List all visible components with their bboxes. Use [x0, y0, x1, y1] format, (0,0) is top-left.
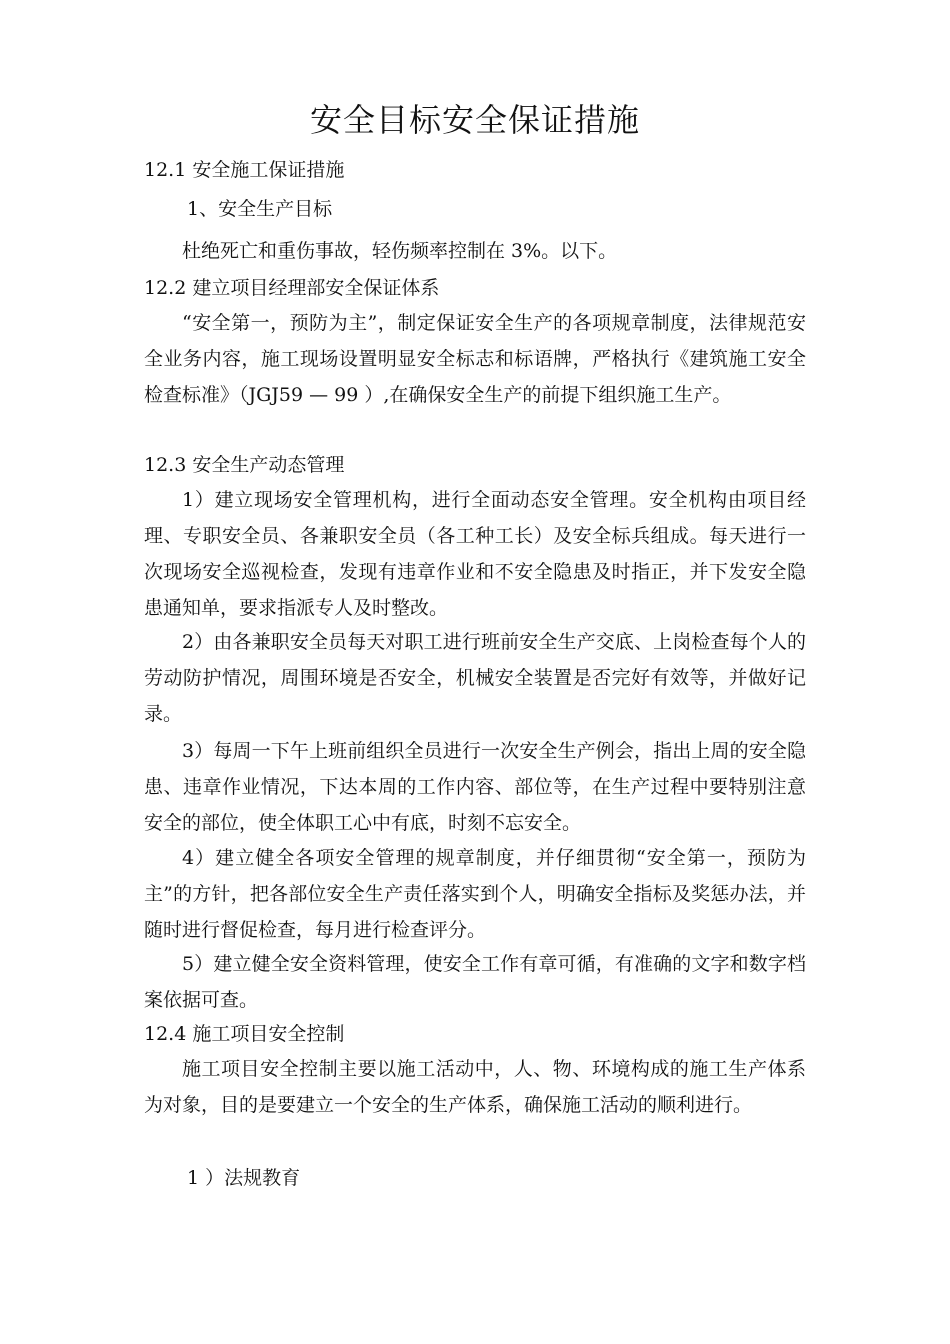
- section-heading-12-1: 12.1 安全施工保证措施: [144, 159, 345, 181]
- section-heading-12-2: 12.2 建立项目经理部安全保证体系: [144, 277, 440, 299]
- section-heading-12-3: 12.3 安全生产动态管理: [144, 454, 345, 476]
- list-item: 2）由各兼职安全员每天对职工进行班前安全生产交底、上岗检查每个人的劳动防护情况，周围环境是否安全，机械安全装置是否完好有效等，并做好记录。: [144, 631, 806, 725]
- section-heading-12-4: 12.4 施工项目安全控制: [144, 1023, 345, 1045]
- list-item: 1）建立现场安全管理机构，进行全面动态安全管理。安全机构由项目经理、专职安全员、各兼职安全员（各工种工长）及安全标兵组成。每天进行一次现场安全巡视检查，发现有违章作业和不安全隐患及时指正，并下发安全隐患通知单，要求指派专人及时整改。: [144, 489, 806, 619]
- subsection-heading: 1、安全生产目标: [187, 198, 333, 220]
- paragraph: 杜绝死亡和重伤事故，轻伤频率控制在 3%。以下。: [182, 240, 618, 262]
- paragraph: 施工项目安全控制主要以施工活动中，人、物、环境构成的施工生产体系为对象，目的是要建立一个安全的生产体系，确保施工活动的顺利进行。: [144, 1058, 806, 1116]
- subsection-heading: 1 ）法规教育: [187, 1167, 301, 1189]
- paragraph: “安全第一，预防为主”，制定保证安全生产的各项规章制度，法律规范安全业务内容，施工现场设置明显安全标志和标语牌，严格执行《建筑施工安全检查标准》（JGJ59 — 99 ）,在确保安全生产的前提下组织施工生产。: [144, 312, 806, 406]
- list-item: 4）建立健全各项安全管理的规章制度，并仔细贯彻“安全第一，预防为主”的方针，把各部位安全生产责任落实到个人，明确安全指标及奖惩办法，并随时进行督促检查，每月进行检查评分。: [144, 847, 806, 941]
- list-item: 3）每周一下午上班前组织全员进行一次安全生产例会，指出上周的安全隐患、违章作业情况，下达本周的工作内容、部位等，在生产过程中要特别注意安全的部位，使全体职工心中有底，时刻不忘安全。: [144, 740, 806, 834]
- list-item: 5）建立健全安全资料管理，使安全工作有章可循，有准确的文字和数字档案依据可查。: [144, 953, 806, 1011]
- document-title: 安全目标安全保证措施: [309, 101, 640, 139]
